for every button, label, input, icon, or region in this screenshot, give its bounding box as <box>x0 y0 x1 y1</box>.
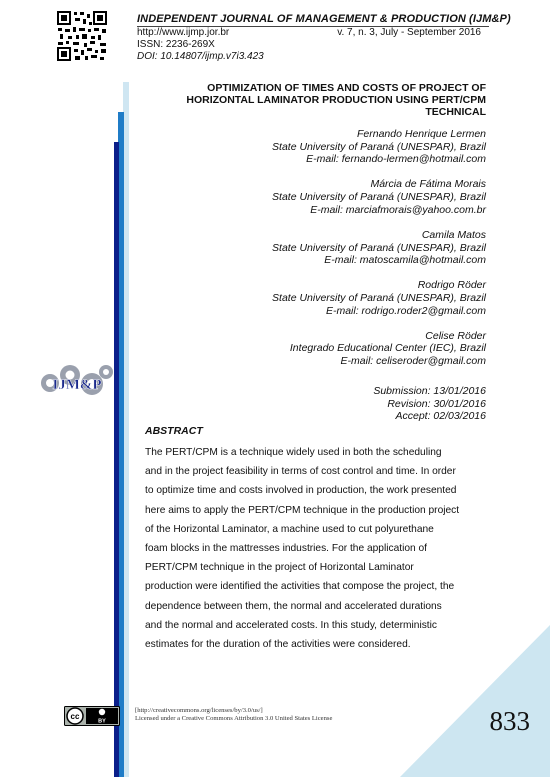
author-affiliation: State University of Paraná (UNESPAR), Brazil <box>272 140 486 153</box>
abstract-line: to optimize time and costs involved in production, the work presented <box>145 485 457 497</box>
author-name: Márcia de Fátima Morais <box>370 178 486 191</box>
by-badge-label: BY <box>98 718 106 725</box>
title-line: HORIZONTAL LAMINATOR PRODUCTION USING PERT/CPM <box>186 94 486 106</box>
abstract-line: The PERT/CPM is a technique widely used in both the scheduling <box>145 447 442 458</box>
author-email[interactable]: E-mail: fernando-lermen@hotmail.com <box>306 153 486 166</box>
journal-doi[interactable]: DOI: 10.14807/ijmp.v7i3.423 <box>137 51 264 62</box>
author-block <box>156 330 486 368</box>
author-name: Fernando Henrique Lermen <box>357 128 486 140</box>
author-list <box>156 128 486 380</box>
abstract-line: and in the project feasibility in terms of cost control and time. In order <box>145 466 456 478</box>
paper-title <box>126 82 486 118</box>
corner-triangle-decoration <box>400 625 550 777</box>
author-affiliation: State University of Paraná (UNESPAR), Brazil <box>272 241 486 254</box>
author-email[interactable]: E-mail: matoscamila@hotmail.com <box>324 254 486 267</box>
journal-name: INDEPENDENT JOURNAL OF MANAGEMENT & PRODUCTION (IJM&P) <box>137 13 511 25</box>
journal-logo <box>40 362 114 404</box>
author-name: Camila Matos <box>421 228 486 241</box>
abstract-line: dependence between them, the normal and accelerated durations <box>145 600 442 612</box>
abstract-line: estimates for the duration of the activities were considered. <box>145 639 411 651</box>
abstract-heading: ABSTRACT <box>145 425 203 437</box>
author-affiliation: State University of Paraná (UNESPAR), Brazil <box>272 292 486 304</box>
journal-issn: ISSN: 2236-269X <box>137 39 215 50</box>
journal-meta-row <box>137 27 489 39</box>
logo-text: IJM&P <box>52 377 102 393</box>
decorative-bar-dark <box>114 142 119 777</box>
qr-code <box>56 10 108 62</box>
author-name: Rodrigo Röder <box>417 279 486 292</box>
abstract-line: and the normal and accelerated costs. In this study, deterministic <box>145 619 437 631</box>
abstract-line: of the Horizontal Laminator, a machine used to cut polyurethane <box>145 523 434 535</box>
author-block <box>156 178 486 216</box>
journal-volume: v. 7, n. 3, July - September 2016 <box>337 27 481 38</box>
abstract-line: here aims to apply the PERT/CPM technique in the production project <box>145 504 460 516</box>
abstract-body <box>145 443 486 654</box>
title-line: OPTIMIZATION OF TIMES AND COSTS OF PROJECT OF <box>207 82 486 94</box>
title-line: TECHNICAL <box>425 106 486 118</box>
author-email[interactable]: E-mail: marciafmorais@yahoo.com.br <box>310 203 486 216</box>
license-notice <box>135 707 332 723</box>
author-block <box>156 229 486 267</box>
author-block <box>156 128 486 166</box>
author-affiliation: Integrado Educational Center (IEC), Brazil <box>289 342 486 355</box>
journal-url[interactable]: http://www.ijmp.jor.br <box>137 27 230 38</box>
page-number: 833 <box>489 706 530 736</box>
journal-header <box>137 13 511 63</box>
author-block <box>156 279 486 317</box>
cc-badge-label: cc <box>70 712 80 721</box>
author-name: Celise Röder <box>425 329 486 342</box>
submission-date: Submission: 13/01/2016 <box>373 385 486 397</box>
abstract-line: foam blocks in the mattresses industries. For the application of <box>145 543 427 555</box>
license-text: Licensed under a Creative Commons Attribution 3.0 United States License <box>135 715 333 722</box>
accept-date: Accept: 02/03/2016 <box>395 410 486 423</box>
revision-date: Revision: 30/01/2016 <box>387 397 486 410</box>
author-affiliation: State University of Paraná (UNESPAR), Brazil <box>272 191 486 204</box>
submission-dates <box>373 385 486 423</box>
author-email[interactable]: E-mail: rodrigo.roder2@gmail.com <box>325 304 486 317</box>
abstract-line: production were identified the activities that compose the project, the <box>145 581 455 593</box>
abstract-line: PERT/CPM technique in the project of Horizontal Laminator <box>145 562 414 574</box>
cc-by-badge[interactable] <box>64 706 120 726</box>
license-url[interactable]: [http://creativecommons.org/licenses/by/3.0/us/] <box>135 707 263 714</box>
author-email[interactable]: E-mail: celiseroder@gmail.com <box>340 355 486 368</box>
